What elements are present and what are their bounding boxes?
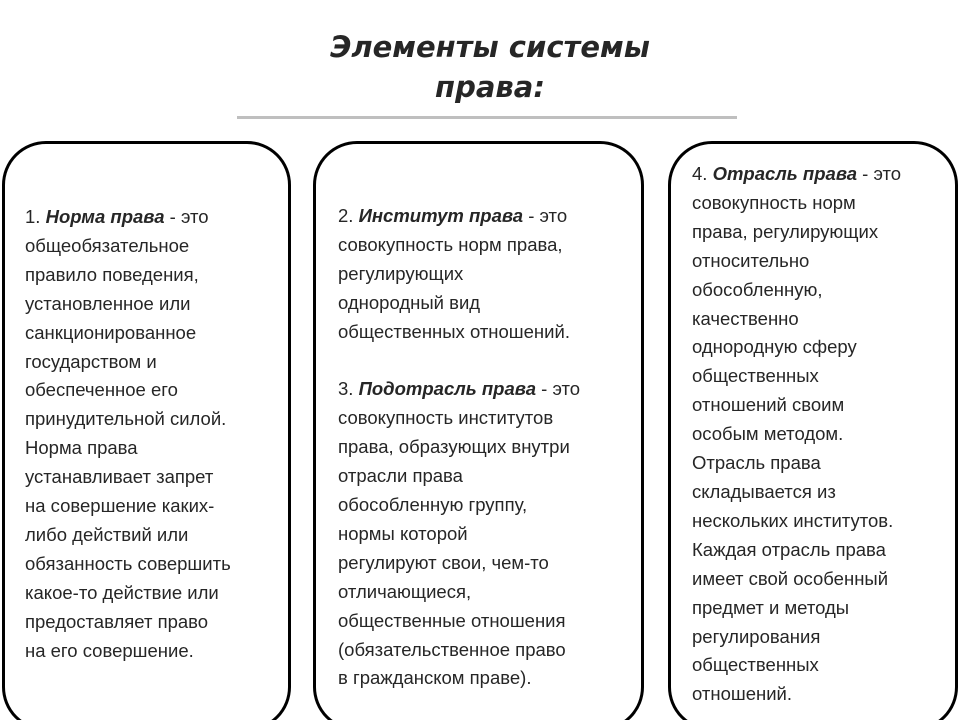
norm-line: Норма права (25, 437, 138, 459)
subbranch-line: (обязательственное право (338, 638, 566, 660)
paragraph-gap (338, 347, 638, 376)
branch-line: права, регулирующих (692, 220, 879, 242)
branch-line: однородную сферу (692, 336, 857, 358)
card-branch-text (692, 160, 954, 709)
branch-suffix: - это (857, 163, 902, 184)
branch-line: отношений своим (692, 394, 845, 416)
card-institute-text (338, 202, 638, 693)
institute-line: однородный вид (338, 291, 481, 313)
norm-line: обеспеченное его (25, 379, 178, 401)
branch-term: Отрасль права (712, 163, 858, 184)
branch-line: обособленную, (692, 278, 823, 300)
subbranch-line: общественные отношения (338, 609, 566, 631)
branch-line: нескольких институтов. (692, 509, 894, 531)
norm-line: предоставляет право (25, 610, 209, 632)
branch-number: 4. (692, 163, 708, 184)
norm-line: правило поведения, (25, 263, 199, 285)
norm-term: Норма права (45, 206, 165, 227)
subbranch-suffix: - это (536, 378, 581, 400)
branch-line: относительно (692, 249, 810, 271)
branch-line: качественно (692, 307, 799, 329)
subbranch-term: Подотрасль права (358, 378, 536, 400)
branch-line: регулирования (692, 625, 821, 647)
institute-definition-first-line (338, 202, 638, 231)
branch-definition-first-line (692, 160, 954, 189)
norm-line: установленное или (25, 292, 191, 314)
slide-title-line-2: права: (435, 70, 545, 104)
norm-line: на совершение каких- (25, 495, 215, 517)
norm-line: принудительной силой. (25, 408, 227, 430)
norm-line: санкционированное (25, 321, 197, 343)
branch-line: общественных (692, 654, 819, 676)
subbranch-line: права, образующих внутри (338, 436, 570, 458)
subbranch-line: отрасли права (338, 465, 463, 487)
branch-line: Отрасль права (692, 452, 821, 474)
card-norm-text (25, 203, 285, 666)
branch-line: общественных (692, 365, 819, 387)
branch-line: особым методом. (692, 423, 844, 445)
institute-term: Институт права (358, 205, 524, 226)
institute-line: общественных отношений. (338, 320, 570, 342)
subbranch-definition-first-line (338, 375, 638, 404)
slide-title-line-1: Элементы системы (330, 30, 650, 64)
norm-line: либо действий или (25, 523, 189, 545)
subbranch-line: обособленную группу, (338, 494, 528, 516)
norm-line: общеобязательное (25, 234, 190, 256)
subbranch-line: в гражданском праве). (338, 667, 532, 689)
branch-line: предмет и методы (692, 596, 850, 618)
norm-number: 1. (25, 206, 41, 227)
norm-suffix: - это (164, 206, 209, 227)
branch-line: имеет свой особенный (692, 567, 889, 589)
norm-line: устанавливает запрет (25, 466, 214, 488)
norm-line: на его совершение. (25, 639, 194, 661)
norm-line: обязанность совершить (25, 552, 231, 574)
norm-line: какое-то действие или (25, 581, 219, 603)
branch-line: отношений. (692, 683, 793, 705)
subbranch-number: 3. (338, 378, 354, 400)
norm-line: государством и (25, 350, 157, 372)
branch-line: Каждая отрасль права (692, 538, 886, 560)
subbranch-line: отличающиеся, (338, 580, 472, 602)
branch-line: совокупность норм (692, 191, 856, 213)
subbranch-line: совокупность институтов (338, 407, 554, 429)
branch-line: складывается из (692, 480, 836, 502)
institute-number: 2. (338, 205, 354, 226)
institute-line: совокупность норм права, (338, 233, 563, 255)
subbranch-line: нормы которой (338, 522, 468, 544)
institute-line: регулирующих (338, 262, 464, 284)
title-underline (237, 116, 737, 119)
subbranch-line: регулируют свои, чем-то (338, 551, 549, 573)
institute-suffix: - это (523, 205, 568, 226)
norm-definition-first-line (25, 203, 285, 232)
